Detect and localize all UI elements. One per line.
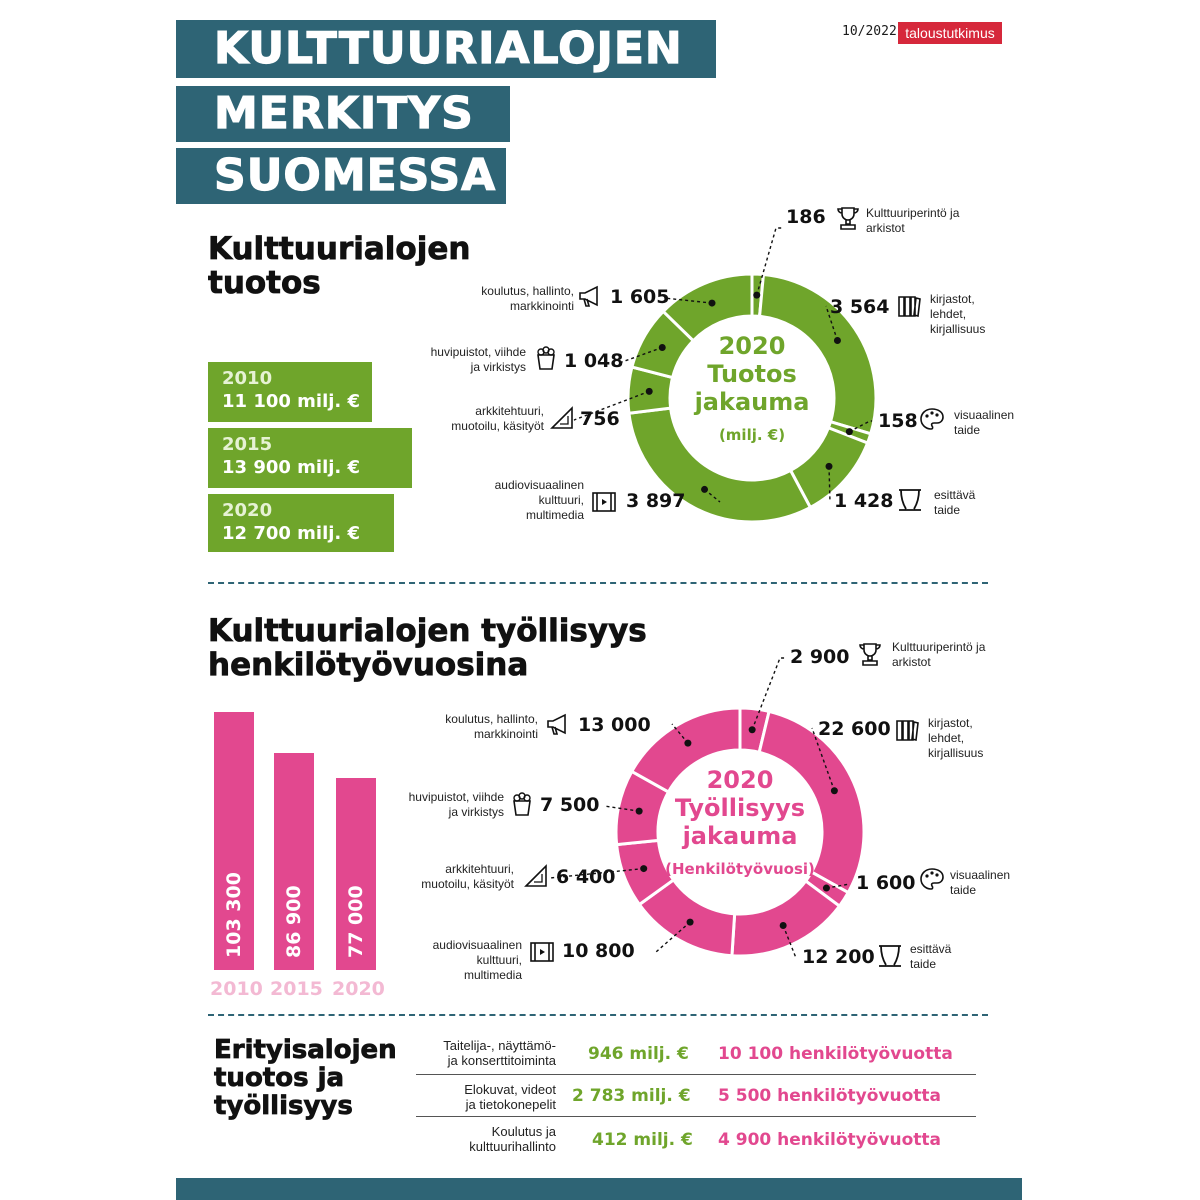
donut-category: huvipuistot, viihde ja virkistys xyxy=(408,790,504,819)
heading-line: tuotos ja xyxy=(214,1063,345,1093)
donut-value: 1 048 xyxy=(564,350,624,372)
donut-value: 1 605 xyxy=(610,286,670,308)
heading-line: työllisyys xyxy=(214,1091,353,1121)
palette-icon xyxy=(918,406,946,434)
megaphone-icon xyxy=(576,282,604,310)
year-label: 2010 xyxy=(222,368,273,389)
title-text: MERKITYS xyxy=(214,88,474,139)
special-row-employment: 4 900 henkilötyövuotta xyxy=(718,1130,942,1150)
donut-value: 1 600 xyxy=(856,872,916,894)
donut-category: visuaalinen taide xyxy=(954,408,1015,437)
year-label: 2015 xyxy=(222,434,273,455)
brand-badge: taloustutkimus xyxy=(898,22,1002,44)
donut-category: arkkitehtuuri, muotoilu, käsityöt xyxy=(421,862,514,891)
section-divider xyxy=(208,1014,988,1016)
stage-curtain-icon xyxy=(876,942,904,970)
leader-dot xyxy=(780,922,787,929)
leader-dot xyxy=(831,787,838,794)
donut-category: kirjastot, lehdet, kirjallisuus xyxy=(928,716,984,760)
title-text: SUOMESSA xyxy=(214,150,497,201)
donut-value: 3 564 xyxy=(830,296,890,318)
special-row-label: Elokuvat, videot ja tietokonepelit xyxy=(464,1082,556,1112)
heading-line: henkilötyövuosina xyxy=(208,647,529,683)
special-row-output: 946 milj. € xyxy=(588,1044,689,1064)
trophy-icon xyxy=(856,640,884,668)
heading-line: Erityisalojen xyxy=(214,1035,397,1065)
ruler-icon xyxy=(548,404,576,432)
megaphone-icon xyxy=(544,710,572,738)
title-text: KULTTUURIALOJEN xyxy=(214,23,683,74)
footer-bar xyxy=(176,1178,1022,1200)
bar-value-label: 103 300 xyxy=(223,872,245,958)
film-icon xyxy=(528,938,556,966)
donut-center-text: 2020 xyxy=(718,332,786,360)
books-icon xyxy=(894,716,922,744)
donut-category: audiovisuaalinen kulttuuri, multimedia xyxy=(432,938,522,982)
palette-icon xyxy=(918,866,946,894)
donut-value: 2 900 xyxy=(790,646,850,668)
special-row-employment: 10 100 henkilötyövuotta xyxy=(718,1044,953,1064)
stage-curtain-icon xyxy=(896,486,924,514)
donut-center-text: 2020 xyxy=(706,766,774,794)
donut-category: koulutus, hallinto, markkinointi xyxy=(481,284,574,313)
donut-value: 158 xyxy=(878,410,918,432)
donut-category: Kulttuuriperintö ja arkistot xyxy=(892,640,986,669)
issue-number: 10/2022 xyxy=(842,24,897,39)
special-row-output: 412 milj. € xyxy=(592,1130,693,1150)
donut-center-text: Tuotos xyxy=(707,360,797,388)
year-label: 2020 xyxy=(222,500,273,521)
table-row-divider xyxy=(416,1116,976,1117)
special-row-label: Taitelija-, näyttämö- ja konserttitoiminta xyxy=(443,1038,556,1068)
heading-line: Kulttuurialojen xyxy=(208,231,471,267)
donut-value: 1 428 xyxy=(834,490,894,512)
donut-category: arkkitehtuuri, muotoilu, käsityöt xyxy=(451,404,544,433)
donut-category: Kulttuuriperintö ja arkistot xyxy=(866,206,960,235)
donut-category: audiovisuaalinen kulttuuri, multimedia xyxy=(494,478,584,522)
donut-center-text: jakauma xyxy=(682,822,798,850)
donut-value: 6 400 xyxy=(556,866,616,888)
donut-value: 12 200 xyxy=(802,946,875,968)
donut-center-text: Työllisyys xyxy=(674,794,806,822)
bar-value-label: 77 000 xyxy=(345,885,367,958)
table-row-divider xyxy=(416,1074,976,1075)
donut-category: visuaalinen taide xyxy=(950,868,1011,897)
bar-year-label: 2010 xyxy=(210,978,263,1000)
donut-value: 7 500 xyxy=(540,794,600,816)
bar-year-label: 2020 xyxy=(332,978,385,1000)
books-icon xyxy=(896,292,924,320)
bar-value-label: 86 900 xyxy=(283,885,305,958)
special-heading xyxy=(214,1036,397,1120)
donut-category: esittävä taide xyxy=(934,488,976,517)
donut-center-text: jakauma xyxy=(694,388,810,416)
donut-category: kirjastot, lehdet, kirjallisuus xyxy=(930,292,986,336)
film-icon xyxy=(590,488,618,516)
donut-center-text: (milj. €) xyxy=(718,426,786,444)
donut-slice xyxy=(732,881,840,956)
bar-year-label: 2015 xyxy=(270,978,323,1000)
donut-value: 22 600 xyxy=(818,718,891,740)
donut-value: 13 000 xyxy=(578,714,651,736)
special-row-output: 2 783 milj. € xyxy=(572,1086,691,1106)
donut-center-text: (Henkilötyövuosi) xyxy=(665,860,815,878)
special-row-employment: 5 500 henkilötyövuotta xyxy=(718,1086,942,1106)
popcorn-icon xyxy=(508,790,536,818)
donut-value: 186 xyxy=(786,206,826,228)
year-value: 12 700 milj. € xyxy=(222,523,361,544)
donut-value: 3 897 xyxy=(626,490,686,512)
donut-category: koulutus, hallinto, markkinointi xyxy=(445,712,538,741)
trophy-icon xyxy=(834,204,862,232)
leader-dot xyxy=(749,726,756,733)
year-value: 11 100 milj. € xyxy=(222,391,361,412)
heading-line: tuotos xyxy=(208,265,321,301)
popcorn-icon xyxy=(532,344,560,372)
ruler-icon xyxy=(522,862,550,890)
section-divider xyxy=(208,582,988,584)
donut-category: esittävä taide xyxy=(910,942,952,971)
donut-value: 756 xyxy=(580,408,620,430)
special-row-label: Koulutus ja kulttuurihallinto xyxy=(469,1124,556,1154)
year-value: 13 900 milj. € xyxy=(222,457,361,478)
heading-line: Kulttuurialojen työllisyys xyxy=(208,613,647,649)
donut-category: huvipuistot, viihde ja virkistys xyxy=(430,345,526,374)
donut-value: 10 800 xyxy=(562,940,635,962)
